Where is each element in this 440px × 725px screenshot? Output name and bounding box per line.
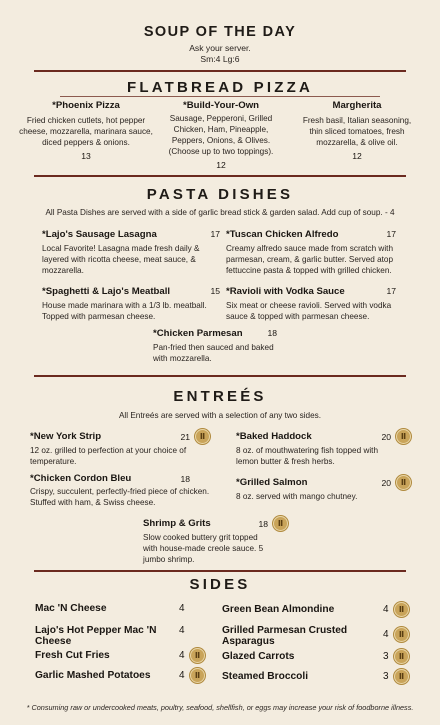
side-price: 4 <box>179 625 185 636</box>
item-desc: Creamy alfredo sauce made from scratch with parmesan, cream, & garlic butter. Served atop fettuccine pasta & topped with grilled chicken. <box>226 244 394 275</box>
side-name: Mac 'N Cheese <box>35 603 107 614</box>
menu-item <box>42 229 220 276</box>
side-price: 3 <box>383 651 389 662</box>
gluten-free-icon <box>190 668 205 683</box>
side-item <box>35 670 195 685</box>
menu-item <box>226 229 396 276</box>
side-item <box>35 603 190 614</box>
side-price: 4 <box>383 604 389 615</box>
divider <box>34 375 406 377</box>
item-desc: 8 oz. served with mango chutney. <box>236 492 358 501</box>
side-price: 4 <box>179 603 185 614</box>
menu-item <box>236 475 411 502</box>
item-desc: Crispy, succulent, perfectly-fried piece of chicken. Stuffed with ham, & Swiss cheese. <box>30 487 210 507</box>
item-name: *Tuscan Chicken Alfredo <box>226 229 339 240</box>
item-desc: House made marinara with a 1/3 lb. meatball. Topped with parmesan cheese. <box>42 301 207 321</box>
menu-item <box>236 429 411 467</box>
side-price: 4 <box>179 650 185 661</box>
side-item <box>222 625 410 647</box>
pasta-title: PASTA DISHES <box>146 186 294 203</box>
divider <box>34 570 406 572</box>
gluten-free-icon <box>190 648 205 663</box>
item-price: 12 <box>216 160 226 170</box>
item-name: *Ravioli with Vodka Sauce <box>226 286 345 297</box>
side-item <box>222 671 410 686</box>
menu-item <box>30 473 210 508</box>
item-desc: Local Favorite! Lasagna made fresh daily & layered with ricotta cheese, meat sauce, & mozzarella. <box>42 244 200 275</box>
side-name: Fresh Cut Fries <box>35 650 110 661</box>
side-item <box>35 625 190 647</box>
item-price: 13 <box>81 151 91 161</box>
gluten-free-icon <box>396 429 411 444</box>
soup-title: SOUP OF THE DAY <box>143 24 297 40</box>
item-price: 17 <box>386 286 396 296</box>
item-name: *Lajo's Sausage Lasagna <box>42 229 157 240</box>
entrees-title: ENTREÉS <box>173 388 267 405</box>
side-price: 4 <box>383 629 389 640</box>
pasta-note: All Pasta Dishes are served with a side of garlic bread stick & garden salad. Add cup of soup. - 4 <box>45 208 395 217</box>
item-name: *Chicken Cordon Bleu <box>30 473 132 484</box>
menu-item <box>157 100 285 170</box>
menu-item <box>42 286 220 322</box>
item-name: *Phoenix Pizza <box>52 100 120 111</box>
item-name: *Chicken Parmesan <box>153 328 243 339</box>
item-price: 15 <box>210 286 220 296</box>
soup-line1: Ask your server. <box>189 43 251 53</box>
item-price: 12 <box>352 151 362 161</box>
gluten-free-icon <box>394 602 409 617</box>
flatbread-title: FLATBREAD PIZZA <box>126 79 314 96</box>
menu-item <box>153 328 277 364</box>
menu-item <box>30 429 210 467</box>
item-name: *New York Strip <box>30 430 102 442</box>
entrees-note: All Entreés are served with a selection of any two sides. <box>118 411 322 420</box>
sides-title: SIDES <box>189 576 251 593</box>
item-desc: 8 oz. of mouthwatering fish topped with lemon butter & fresh herbs. <box>236 446 378 466</box>
item-desc: Six meat or cheese ravioli. Served with vodka sauce & topped with parmesan cheese. <box>226 301 392 321</box>
gluten-free-icon <box>394 669 409 684</box>
side-price: 3 <box>383 671 389 682</box>
item-desc: Fried chicken cutlets, hot pepper cheese, mozzarella, marinara sauce, diced peppers & onions. <box>19 116 153 147</box>
item-desc: Sausage, Pepperoni, Grilled Chicken, Ham, Pineapple, Peppers, Onions, & Olives. (Choose up to two toppings). <box>168 114 274 156</box>
divider <box>34 70 406 72</box>
item-name: *Spaghetti & Lajo's Meatball <box>42 286 171 297</box>
item-price: 17 <box>386 229 396 239</box>
side-name: Lajo's Hot Pepper Mac 'N Cheese <box>35 625 157 647</box>
item-desc: Slow cooked buttery grit topped with house-made creole sauce. 5 jumbo shrimp. <box>143 533 264 564</box>
divider <box>34 175 406 177</box>
menu-item <box>18 100 154 161</box>
side-name: Grilled Parmesan Crusted Asparagus <box>222 625 348 647</box>
side-item <box>35 650 195 665</box>
gluten-free-icon <box>195 429 210 444</box>
menu-item <box>143 516 288 565</box>
side-item <box>222 604 410 619</box>
item-price: 18 <box>180 474 190 484</box>
item-price: 20 <box>381 477 391 488</box>
item-price: 18 <box>267 328 277 338</box>
item-desc: 12 oz. grilled to perfection at your choice of temperature. <box>30 446 187 466</box>
gluten-free-icon <box>394 649 409 664</box>
item-name: *Grilled Salmon <box>236 476 308 488</box>
menu-item <box>226 286 396 322</box>
item-desc: Pan-fried then sauced and baked with mozzarella. <box>153 343 274 363</box>
side-price: 4 <box>179 670 185 681</box>
side-item <box>222 651 410 666</box>
item-desc: Fresh basil, Italian seasoning, thin sliced tomatoes, fresh mozzarella, & olive oil. <box>302 116 412 147</box>
item-price: 20 <box>381 431 391 442</box>
menu-item <box>298 100 416 161</box>
item-name: *Baked Haddock <box>236 430 312 442</box>
side-name: Green Bean Almondine <box>222 604 335 615</box>
side-name: Garlic Mashed Potatoes <box>35 670 151 681</box>
divider <box>60 96 380 97</box>
gluten-free-icon <box>394 627 409 642</box>
side-name: Steamed Broccoli <box>222 671 309 682</box>
item-price: 18 <box>258 518 268 529</box>
soup-sizes: Sm:4 Lg:6 <box>200 54 240 64</box>
side-name: Glazed Carrots <box>222 651 295 662</box>
item-price: 17 <box>210 229 220 239</box>
item-name: Margherita <box>332 100 382 111</box>
gluten-free-icon <box>396 475 411 490</box>
allergen-disclaimer: * Consuming raw or undercooked meats, poultry, seafood, shellfish, or eggs may increase your risk of foodborne illness. <box>26 703 414 712</box>
item-price: 21 <box>180 431 190 442</box>
item-name: *Build-Your-Own <box>182 100 260 111</box>
gluten-free-icon <box>273 516 288 531</box>
item-name: Shrimp & Grits <box>143 517 211 529</box>
